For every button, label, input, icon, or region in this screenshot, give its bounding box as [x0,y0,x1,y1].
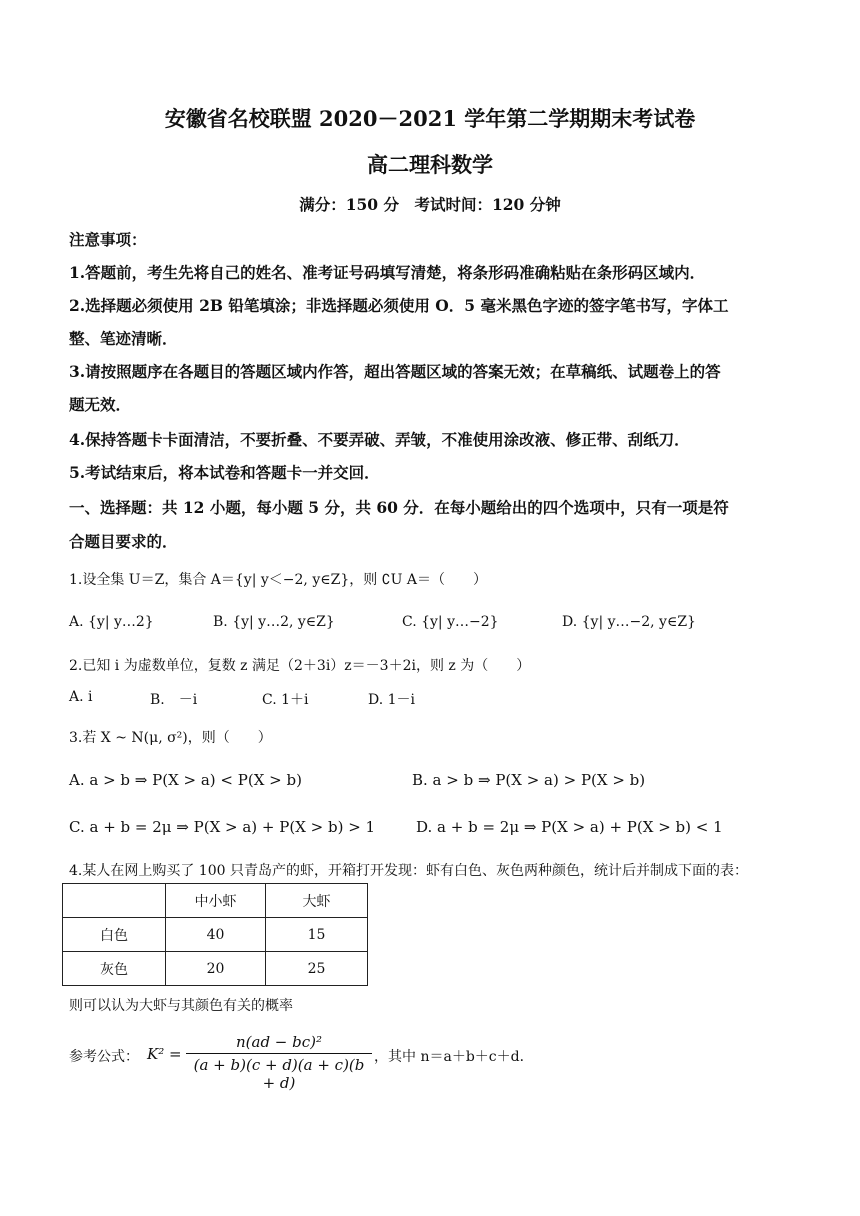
table-cell: 25 [266,952,368,986]
formula-numerator: n(ad − bc)² [235,1033,323,1051]
question-3-option-d: D. a + b = 2μ ⇒ P(X > a) + P(X > b) < 1 [416,818,723,836]
question-2-option-d: D. 1－i [368,692,416,708]
table-cell: 白色 [63,918,166,952]
question-2-option-c: C. 1＋i [262,692,309,708]
table-cell: 20 [166,952,266,986]
table-cell: 40 [166,918,266,952]
question-3-option-a: A. a > b ⇒ P(X > a) < P(X > b) [69,771,302,789]
formula-label: 参考公式： [69,1049,139,1065]
question-2-option-b: B. －i [150,692,198,708]
question-3-option-b: B. a > b ⇒ P(X > a) > P(X > b) [412,771,646,789]
exam-subtitle: 高二理科数学 [367,152,493,177]
question-3-option-c: C. a + b = 2μ ⇒ P(X > a) + P(X > b) > 1 [69,818,376,836]
shrimp-table [62,883,368,986]
table-header-cell: 大虾 [266,884,368,918]
formula-denominator: (a + b)(c + d)(a + c)(b + d) [193,1056,365,1092]
question-4-followup: 则可以认为大虾与其颜色有关的概率 [69,998,293,1014]
table-header-cell [63,884,166,918]
note-item: 3.请按照题序在各题目的答题区域内作答，超出答题区域的答案无效；在草稿纸、试题卷上的答 [69,362,721,381]
section-heading-cont: 合题目要求的． [69,532,178,551]
table-row [63,952,368,986]
table-cell: 15 [266,918,368,952]
note-item: 4.保持答题卡卡面清洁，不要折叠、不要弄破、弄皱，不准使用涂改液、修正带、刮纸刀． [69,430,690,449]
question-3-stem: 3.若 X ~ N(μ, σ²)，则（ ） [69,730,272,746]
notes-heading: 注意事项： [69,230,147,249]
table-row [63,918,368,952]
exam-title: 安徽省名校联盟 2020－2021 学年第二学期期末考试卷 [164,106,696,131]
note-item: 题无效． [69,395,132,414]
table-header-cell: 中小虾 [166,884,266,918]
note-item: 5.考试结束后，将本试卷和答题卡一并交回． [69,463,380,482]
question-4-stem: 4.某人在网上购买了 100 只青岛产的虾，开箱打开发现：虾有白色、灰色两种颜色，统计后并制成下面的表： [69,863,748,879]
note-item: 1.答题前，考生先将自己的姓名、准考证号码填写清楚，将条形码准确粘贴在条形码区域内． [69,263,706,282]
question-1-option-a: A. {y| y…2} [69,614,154,630]
formula-tail: ，其中 n＝a＋b＋c＋d． [374,1049,534,1065]
table-header-row [63,884,368,918]
note-item: 2.选择题必须使用 2B 铅笔填涂；非选择题必须使用 O．5 毫米黑色字迹的签字笔书写，字体工 [69,296,729,315]
score-info: 满分：150 分 考试时间：120 分钟 [299,195,561,214]
note-item: 整、笔迹清晰． [69,329,178,348]
formula-fraction [186,1033,372,1092]
question-1-option-d: D. {y| y…−2, y∈Z} [562,614,696,630]
question-1-option-b: B. {y| y…2, y∈Z} [213,614,335,630]
question-1-option-c: C. {y| y…−2} [402,614,499,630]
formula-lhs: K² = [147,1045,182,1063]
question-1-stem: 1.设全集 U＝Z，集合 A＝{y| y＜−2, y∈Z}，则 ∁U A＝（ ） [69,572,487,588]
section-heading: 一、选择题：共 12 小题，每小题 5 分，共 60 分．在每小题给出的四个选项中，只有一项是符 [69,498,729,517]
table-cell: 灰色 [63,952,166,986]
fraction-bar [186,1053,372,1054]
question-2-stem: 2.已知 i 为虚数单位，复数 z 满足（2＋3i）z＝－3＋2i，则 z 为（ ） [69,658,531,674]
question-2-option-a: A. i [69,689,93,705]
